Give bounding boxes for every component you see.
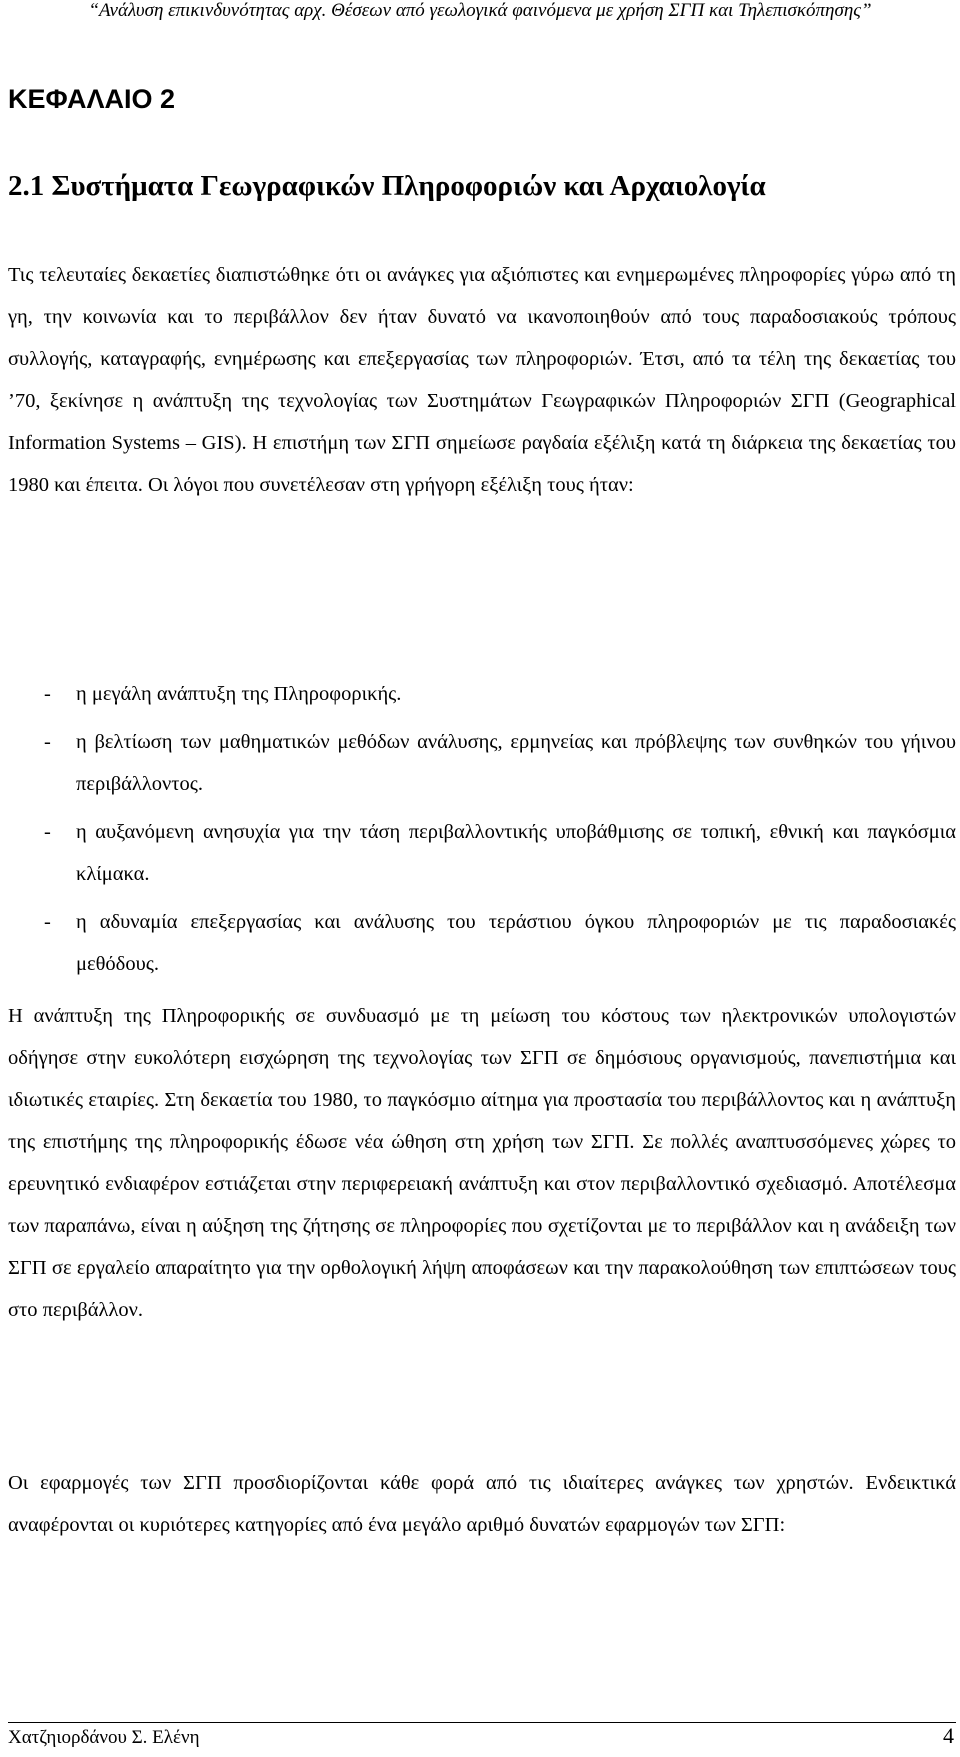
list-item-text: η μεγάλη ανάπτυξη της Πληροφορικής. [76,683,402,705]
chapter-label: ΚΕΦΑΛΑΙΟ 2 [8,84,175,114]
paragraph-intro: Τις τελευταίες δεκαετίες διαπιστώθηκε ότι οι ανάγκες για αξιόπιστες και ενημερωμένες πληροφορίες γύρω από τη γη, την κοινωνία και το περιβάλλον δεν ήταν δυνατό να ικανοποιηθούν από τους παραδοσιακούς τρόπους συλλογής, καταγραφής, ενημέρωσης και επεξεργασίας των πληροφοριών. Έτσι, από τα τέλη της δεκαετίας του ’70, ξεκίνησε η ανάπτυξη της τεχνολογίας των Συστημάτων Γεωγραφικών Πληροφοριών ΣΓΠ (Geographical Information Systems – GIS). Η επιστήμη των ΣΓΠ σημείωσε ραγδαία εξέλιξη κατά τη διάρκεια της δεκαετίας του 1980 και έπειτα. Οι λόγοι που συνετέλεσαν στη γρήγορη εξέλιξη τους ήταν: [8,264,956,496]
list-item [8,811,956,895]
list-item [8,901,956,985]
section-title: 2.1 Συστήματα Γεωγραφικών Πληροφοριών και Αρχαιολογία [8,170,766,202]
paragraph-development: Η ανάπτυξη της Πληροφορικής σε συνδυασμό με τη μείωση του κόστους των ηλεκτρονικών υπολογιστών οδήγησε στην ευκολότερη εισχώρηση της τεχνολογίας των ΣΓΠ σε δημόσιους οργανισμούς, πανεπιστήμια και ιδιωτικές εταιρίες. Στη δεκαετία του 1980, το παγκόσμιο αίτημα για προστασία του περιβάλλοντος και η ανάπτυξη της επιστήμης της πληροφορικής έδωσε νέα ώθηση στη χρήση των ΣΓΠ. Σε πολλές αναπτυσσόμενες χώρες το ερευνητικό ενδιαφέρον εστιάζεται στην περιφερειακή ανάπτυξη και στον περιβαλλοντικό σχεδιασμό. Αποτέλεσμα των παραπάνω, είναι η αύξηση της ζήτησης σε πληροφορίες που σχετίζονται με το περιβάλλον και η ανάδειξη των ΣΓΠ σε εργαλείο απαραίτητο για την ορθολογική λήψη αποφάσεων και την παρακολούθηση των επιπτώσεων τους στο περιβάλλον. [8,1005,956,1321]
reasons-list [8,673,956,991]
list-item-text: η αυξανόμενη ανησυχία για την τάση περιβαλλοντικής υποβάθμισης σε τοπική, εθνική και παγκόσμια κλίμακα. [76,821,956,885]
page-number: 4 [943,1723,954,1748]
list-item-text: η αδυναμία επεξεργασίας και ανάλυσης του τεράστιου όγκου πληροφοριών με τις παραδοσιακές μεθόδους. [76,911,956,975]
bullet-dash: - [44,683,51,705]
bullet-dash: - [44,731,51,753]
footer-divider [8,1722,956,1723]
footer-author: Χατζηιορδάνου Σ. Ελένη [8,1727,200,1748]
list-item [8,721,956,805]
list-item-text: η βελτίωση των μαθηματικών μεθόδων ανάλυσης, ερμηνείας και πρόβλεψης των συνθηκών του γήινου περιβάλλοντος. [76,731,956,795]
bullet-dash: - [44,911,51,933]
running-header: “Ανάλυση επικινδυνότητας αρχ. Θέσεων από γεωλογικά φαινόμενα με χρήση ΣΓΠ και Τηλεπισκόπησης” [88,0,872,21]
list-item [8,673,956,715]
bullet-dash: - [44,821,51,843]
paragraph-applications: Οι εφαρμογές των ΣΓΠ προσδιορίζονται κάθε φορά από τις ιδιαίτερες ανάγκες των χρηστών. Ενδεικτικά αναφέρονται οι κυριότερες κατηγορίες από ένα μεγάλο αριθμό δυνατών εφαρμογών των ΣΓΠ: [8,1472,956,1536]
